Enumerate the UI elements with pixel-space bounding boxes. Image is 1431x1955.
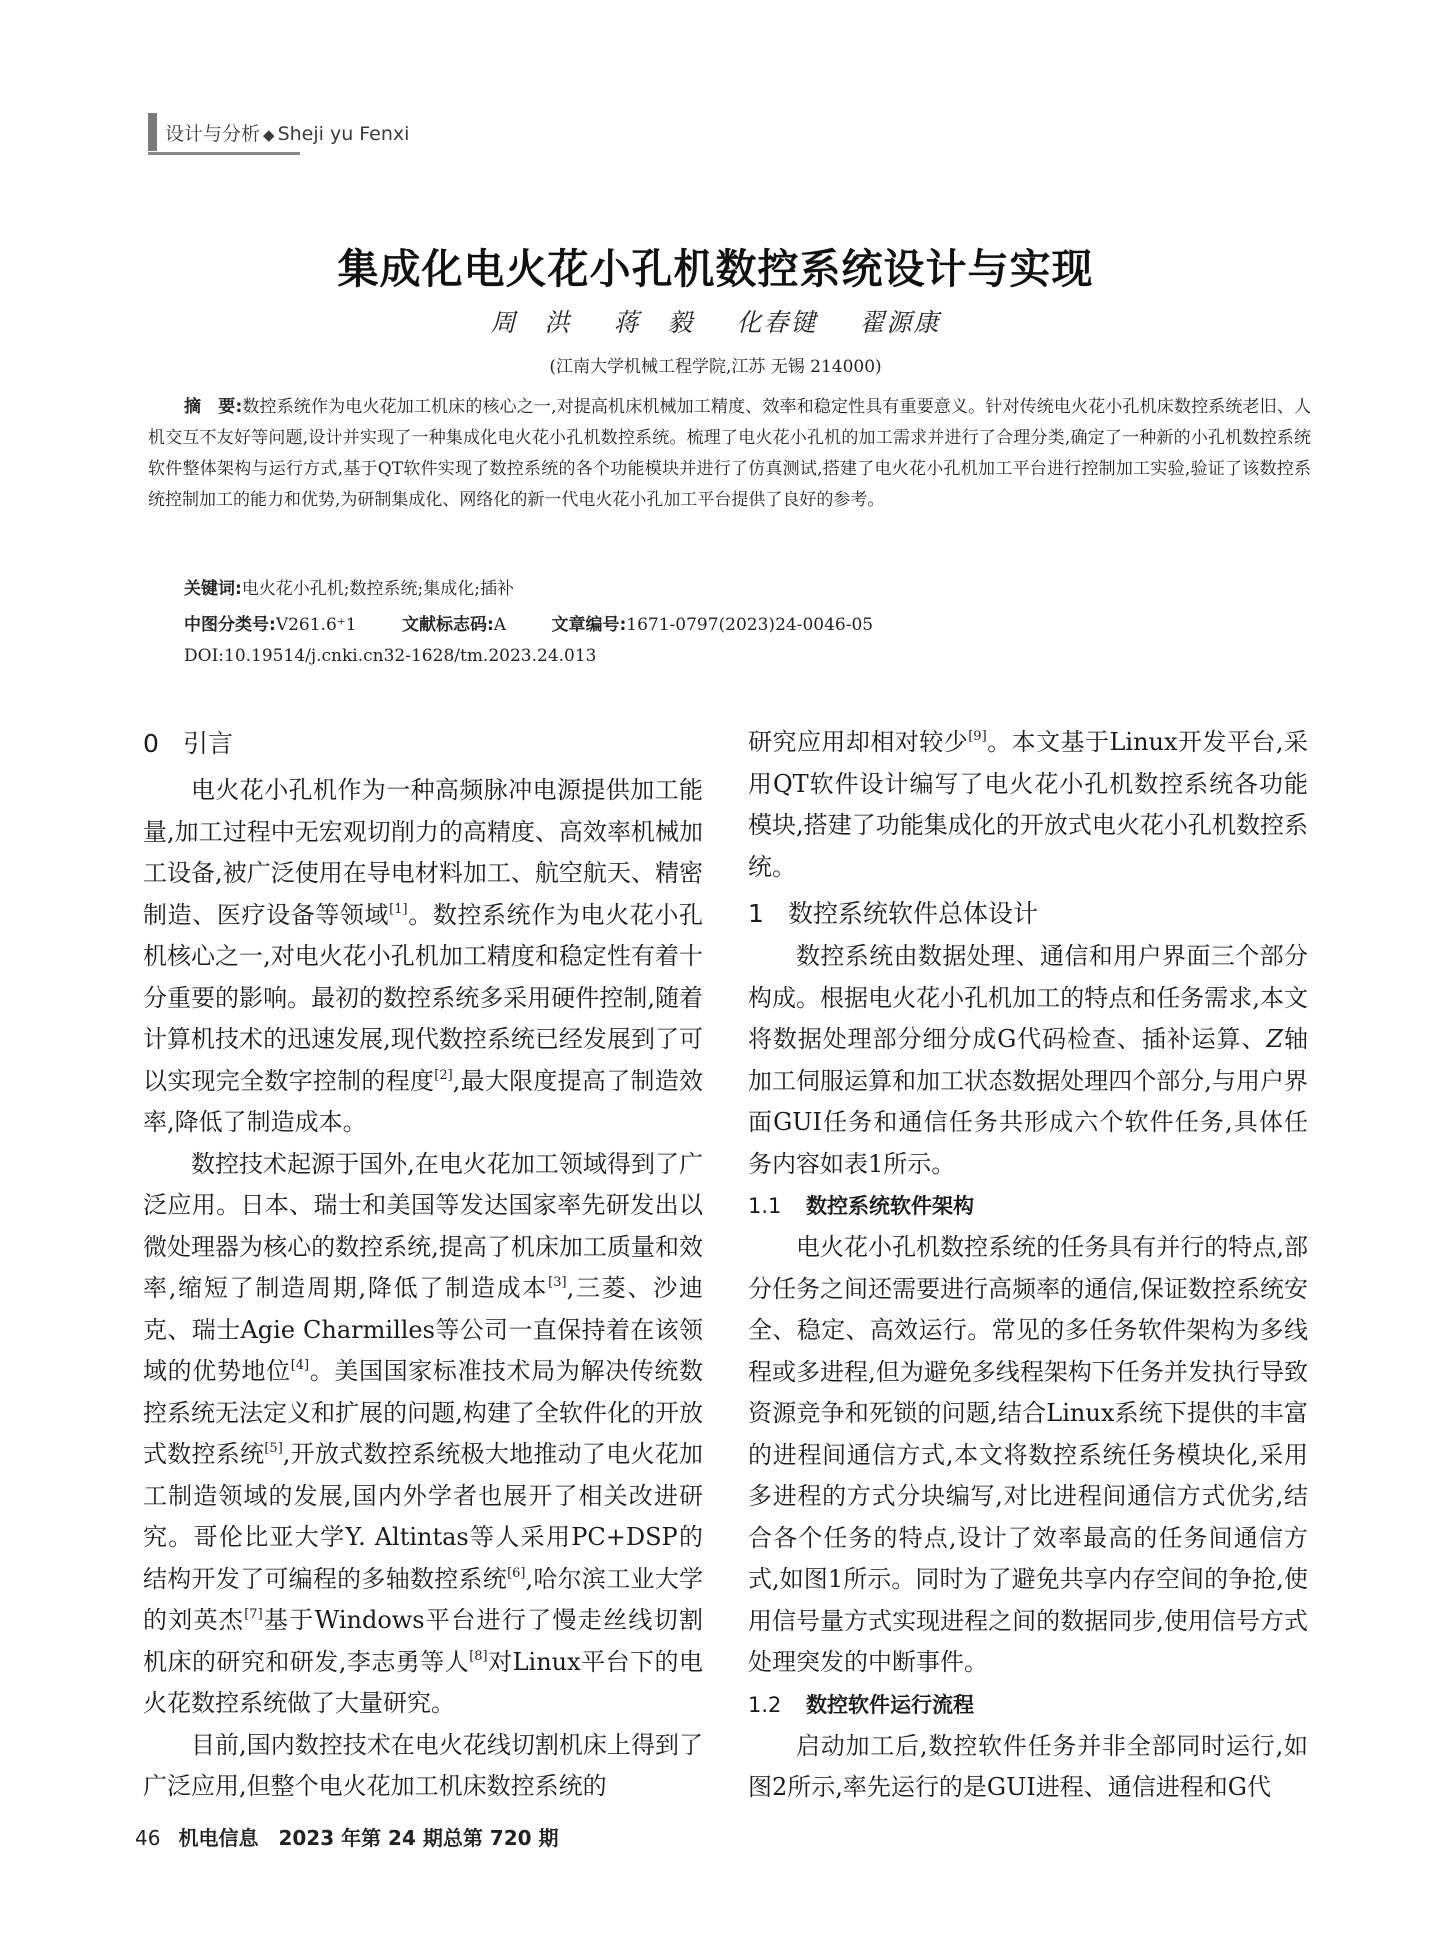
affiliation: (江南大学机械工程学院,江苏 无锡 214000) [549,357,882,377]
author-list [0,303,1431,339]
doi-value: 10.19514/j.cnki.cn32-1628/tm.2023.24.013 [224,646,597,666]
section-heading-0 [143,722,703,766]
section-title: 数控系统软件总体设计 [788,899,1039,928]
paragraph [748,936,1308,1185]
citation: [6] [507,1565,526,1581]
section-heading-1 [748,892,1308,936]
citation: [7] [244,1607,263,1622]
text-run: 电火花小孔机作为一种高频脉冲电源提供加工能量,加工过程中无宏观切削力的高精度、高效率机械加工设备,被广泛使用在导电材料加工、航空航天、精密制造、医疗设备等领域 [143,776,703,929]
text-run: 。美国国家标准技术局为解决传统数控系统无法定义和扩展的问题,构建了全软件化的开放式数控系统 [143,1357,703,1468]
paragraph [143,1144,703,1725]
text-run: 数控系统由数据处理、通信和用户界面三个部分构成。根据电火花小孔机加工的特点和任务需求,本文将数据处理部分细分成G代码检查、插补运算、 [748,942,1308,1053]
page-number: 46 [135,1826,161,1850]
text-run: 。数控系统作为电火花小孔机核心之一,对电火花小孔机加工精度和稳定性有着十分重要的影响。最初的数控系统多采用硬件控制,随着计算机技术的迅速发展,现代数控系统已经发展到了可以实现完全数字控制的程度 [143,900,703,1095]
subsection-heading-1-2 [748,1684,1308,1726]
text-run: 对Linux平台下的电火花数控系统做了大量研究。 [143,1647,703,1717]
subsection-title: 数控系统软件架构 [806,1194,974,1218]
paragraph [143,770,703,1144]
section-tag-underline [148,152,300,155]
text-run: 数控技术起源于国外,在电火花加工领域得到了广泛应用。日本、瑞士和美国等发达国家率先研发出以微处理器为核心的数控系统,提高了机床加工质量和效率,缩短了制造周期,降低了制造成本 [143,1149,703,1302]
subsection-title: 数控软件运行流程 [806,1692,974,1717]
keywords-line [184,574,514,599]
citation: [4] [290,1358,310,1373]
italic-symbol: Z [1266,1025,1284,1053]
text-run: ,开放式数控系统极大地推动了电火花加工制造领域的发展,国内外学者也展开了相关改进研究。哥伦比亚大学Y. Altintas等人采用PC+DSP的结构开发了可编程的多轴数控系统 [143,1440,703,1593]
right-column [748,722,1308,1809]
author: 周 洪 [490,308,572,337]
author: 蒋 毅 [613,308,695,337]
section-tag [148,112,409,152]
keywords: 电火花小孔机;数控系统;集成化;插补 [241,579,514,599]
section-number: 0 [143,729,159,758]
classification-line [184,610,873,635]
text-run: 。本文基于Linux开发平台,采用QT软件设计编写了电火花小孔机数控系统各功能模块,搭建了功能集成化的开放式电火花小孔机数控系统。 [748,728,1308,881]
text-run: 轴加工伺服运算和加工状态数据处理四个部分,与用户界面GUI任务和通信任务共形成六个软件任务,具体任务内容如表1所示。 [748,1025,1309,1178]
clc-label: 中图分类号: [184,615,276,635]
clc-value: V261.6⁺1 [275,615,357,635]
author: 翟源康 [859,308,941,337]
citation: [8] [469,1648,488,1664]
text-run: 基于Windows平台进行了慢走丝线切割机床的研究和研发,李志勇等人 [143,1606,703,1676]
keywords-label: 关键词: [184,579,242,599]
citation: [3] [548,1275,567,1290]
section-title: 引言 [183,729,234,758]
abstract-text: 数控系统作为电火花加工机床的核心之一,对提高机床机械加工精度、效率和稳定性具有重要意义。针对传统电火花小孔机床数控系统老旧、人机交互不友好等问题,设计并实现了一种集成化电火花小孔机数控系统。梳理了电火花小孔机的加工需求并进行了合理分类,确定了一种新的小孔机数控系统软件整体架构与运行方式,基于QT软件实现了数控系统的各个功能模块并进行了仿真测试,搭建了电火花小孔机加工平台进行控制加工实验,验证了该数控系统控制加工的能力和优势,为研制集成化、网络化的新一代电火花小孔加工平台提供了良好的参考。 [148,397,1311,510]
column-name: 设计与分析 [165,122,261,145]
abstract [148,392,1311,516]
page-footer [135,1822,559,1851]
section-tag-text [165,119,409,146]
article-no-label: 文章编号: [551,615,627,635]
section-number: 1 [748,899,764,928]
citation: [5] [264,1441,283,1456]
author: 化春键 [736,308,818,337]
doc-code-value: A [493,615,507,635]
abstract-label: 摘 要: [184,397,243,417]
paragraph: 目前,国内数控技术在电火花线切割机床上得到了广泛应用,但整个电火花加工机床数控系统的 [143,1730,703,1800]
citation: [1] [389,901,408,917]
paragraph [748,722,1308,888]
text-run: ,最大限度提高了制造效率,降低了制造成本。 [143,1066,703,1136]
section-tag-bar [148,113,157,151]
citation: [9] [968,729,987,744]
text-run: ,三菱、沙迪克、瑞士Agie Charmilles等公司一直保持着在该领域的优势地位 [143,1274,703,1385]
doi-label: DOI: [184,646,225,666]
subsection-number: 1.1 [748,1194,782,1218]
doc-code-label: 文献标志码: [401,615,494,635]
paragraph: 启动加工后,数控软件任务并非全部同时运行,如图2所示,率先运行的是GUI进程、通信进程和G代 [748,1731,1308,1801]
article-no-value: 1671-0797(2023)24-0046-05 [626,615,874,635]
paragraph: 电火花小孔机数控系统的任务具有并行的特点,部分任务之间还需要进行高频率的通信,保证数控系统安全、稳定、高效运行。常见的多任务软件架构为多线程或多进程,但为避免多线程架构下任务并发执行导致资源竞争和死锁的问题,结合Linux系统下提供的丰富的进程间通信方式,本文将数控系统任务模块化,采用多进程的方式分块编写,对比进程间通信方式优劣,结合各个任务的特点,设计了效率最高的任务间通信方式,如图1所示。同时为了避免共享内存空间的争抢,使用信号量方式实现进程之间的数据同步,使用信号方式处理突发的中断事件。 [748,1233,1308,1676]
citation: [2] [434,1067,453,1083]
left-column [143,722,703,1808]
text-run: 研究应用却相对较少 [748,728,969,756]
article-title: 集成化电火花小孔机数控系统设计与实现 [337,245,1094,293]
subsection-number: 1.2 [748,1692,782,1717]
journal-issue: 机电信息 2023 年第 24 期总第 720 期 [178,1826,559,1850]
doi-line [184,646,597,666]
diamond-icon: ◆ [263,125,275,144]
text-run: ,哈尔滨工业大学的刘英杰 [143,1564,704,1634]
subsection-heading-1-1 [748,1185,1308,1227]
column-pinyin: Sheji yu Fenxi [277,122,410,145]
